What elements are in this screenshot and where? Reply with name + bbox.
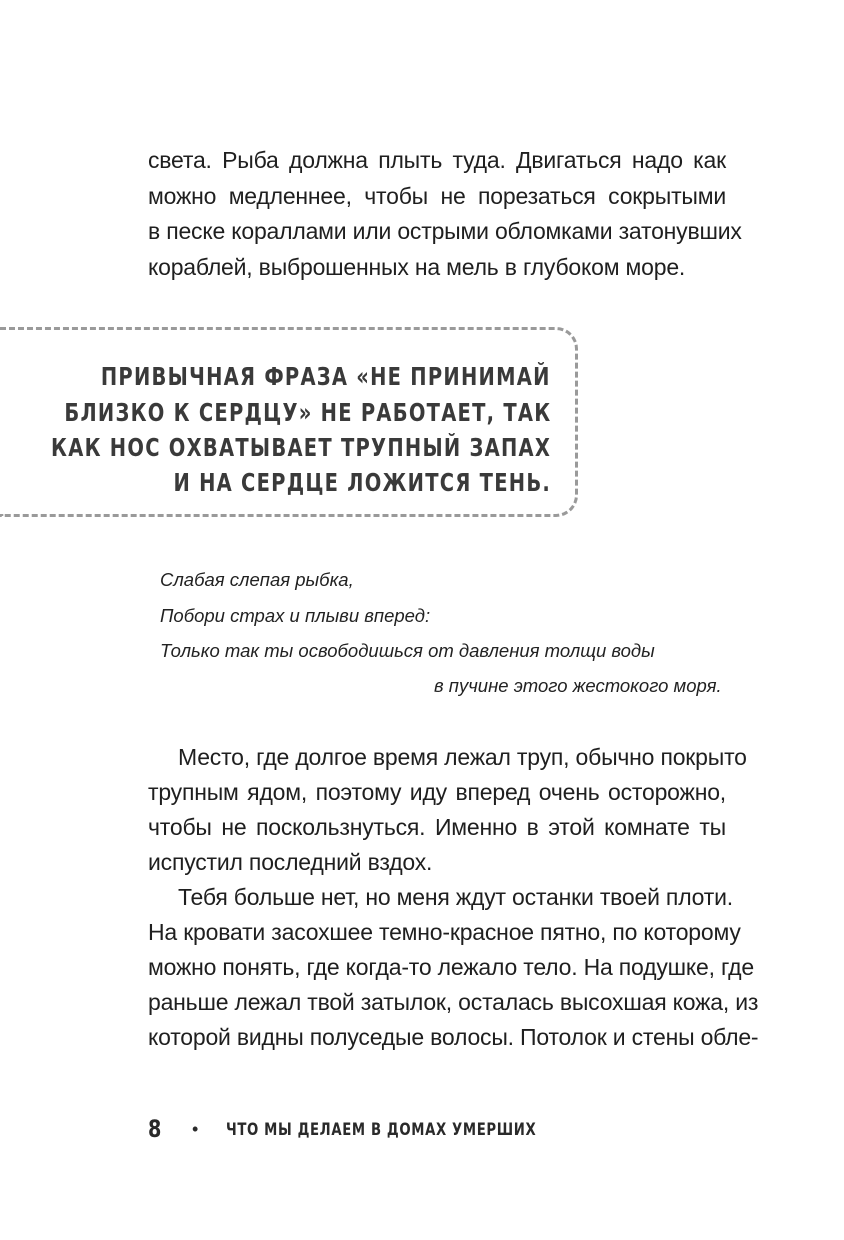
poem-line: Только так ты освободишься от давления толщи воды xyxy=(160,640,655,661)
poem-line: в пучине этого жестокого моря. xyxy=(434,675,722,696)
text-line: чтобы не поскользнуться. Именно в этой комнате ты xyxy=(148,814,726,840)
poem-line: Слабая слепая рыбка, xyxy=(160,569,354,590)
text-line: можно понять, где когда-то лежало тело. На подушке, где xyxy=(148,954,754,980)
text-line: испустил последний вздох. xyxy=(148,849,433,875)
text-line: Место, где долгое время лежал труп, обычно покрыто xyxy=(178,744,747,770)
callout-box xyxy=(0,327,578,517)
poem-line: Побори страх и плыви вперед: xyxy=(160,605,431,626)
page-number: 8 xyxy=(148,1115,162,1143)
text-line: раньше лежал твой затылок, осталась высохшая кожа, из xyxy=(148,989,759,1015)
running-title: ЧТО МЫ ДЕЛАЕМ В ДОМАХ УМЕРШИХ xyxy=(226,1120,537,1140)
text-line: кораблей, выброшенных на мель в глубоком море. xyxy=(148,254,686,280)
text-line: света. Рыба должна плыть туда. Двигаться надо как xyxy=(148,147,726,173)
text-line: трупным ядом, поэтому иду вперед очень осторожно, xyxy=(148,779,726,805)
text-line: На кровати засохшее темно-красное пятно, по которому xyxy=(148,919,741,945)
callout-line: КАК НОС ОХВАТЫВАЕТ ТРУПНЫЙ ЗАПАХ xyxy=(50,433,551,462)
callout-line: БЛИЗКО К СЕРДЦУ» НЕ РАБОТАЕТ, ТАК xyxy=(63,398,551,427)
text-line: можно медленнее, чтобы не порезаться сокрытыми xyxy=(148,183,726,209)
text-line: Тебя больше нет, но меня ждут останки твоей плоти. xyxy=(178,884,733,910)
text-line: которой видны полуседые волосы. Потолок и стены обле- xyxy=(148,1024,759,1050)
text-line: в песке кораллами или острыми обломками затонувших xyxy=(148,218,742,244)
callout-line: И НА СЕРДЦЕ ЛОЖИТСЯ ТЕНЬ. xyxy=(173,468,551,497)
callout-line: ПРИВЫЧНАЯ ФРАЗА «НЕ ПРИНИМАЙ xyxy=(101,362,551,391)
bullet-icon: • xyxy=(192,1119,199,1139)
